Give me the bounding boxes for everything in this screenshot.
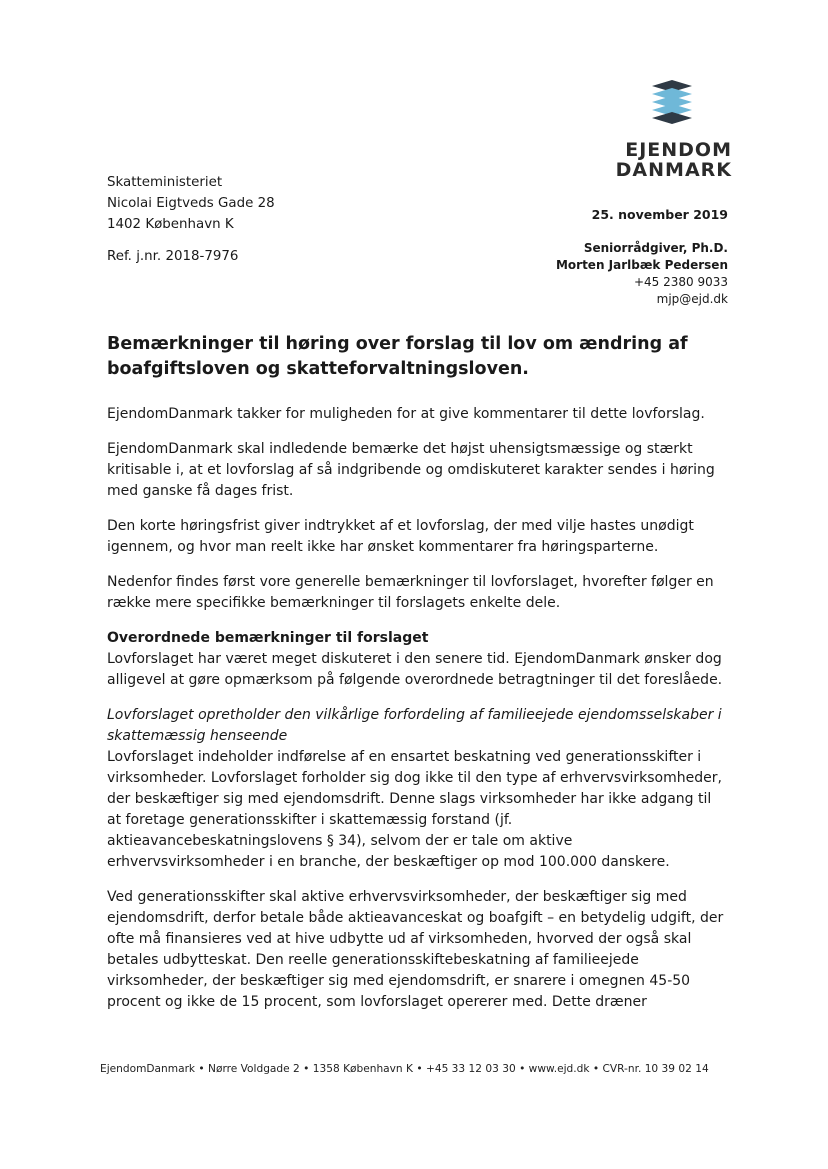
section-heading: Overordnede bemærkninger til forslaget [107,630,429,646]
sender-phone: +45 2380 9033 [633,275,728,289]
paragraph: EjendomDanmark takker for muligheden for at give kommentarer til dette lovforslag. [107,406,705,422]
sender-email: mjp@ejd.dk [656,292,728,306]
page-footer: EjendomDanmark • Nørre Voldgade 2 • 1358 København K • +45 33 12 03 30 • www.ejd.dk • CVR-nr. 10 39 02 14 [100,1063,709,1075]
paragraph: Den korte høringsfrist giver indtrykket af et lovforslag, der med vilje hastes unødigt igennem, og hvor man reelt ikke har ønsket kommentarer fra høringsparterne. [107,518,694,555]
paragraph: EjendomDanmark skal indledende bemærke det højst uhensigtsmæssige og stærkt kritisable i, at et lovforslag af så indgribende og omdiskuteret karakter sendes i høring med ganske få dages frist. [107,441,715,499]
paragraph: Lovforslaget har været meget diskuteret i den senere tid. EjendomDanmark ønsker dog alligevel at gøre opmærksom på følgende overordnede betragtninger til det foreslåede. [107,651,723,688]
paragraph: Nedenfor findes først vore generelle bemærkninger til lovforslaget, hvorefter følger en række mere specifikke bemærkninger til forslagets enkelte dele. [107,574,714,611]
letter-title: Bemærkninger til høring over forslag til lov om ændring af boafgiftsloven og skatteforvaltningsloven. [107,334,688,379]
ejendomdanmark-logo [612,80,732,180]
recipient-street: Nicolai Eigtveds Gade 28 [107,196,275,211]
paragraph: Lovforslaget indeholder indførelse af en ensartet beskatning ved generationsskifter i virksomheder. Lovforslaget forholder sig dog ikke til den type af erhvervsvirksomheder, der beskæftiger sig med ejendomsdrift. Denne slags virksomheder har ikke adgang til at foretage generationsskifter i skattemæssig forstand (jf. aktieavancebeskatningslovens § 34), selvom der er tale om aktive erhvervsvirksomheder i en branche, der beskæftiger op mod 100.000 danskere. [107,749,722,870]
sender-contact [556,240,728,308]
letter-body [107,404,729,1027]
paragraph: Ved generationsskifter skal aktive erhvervsvirksomheder, der beskæftiger sig med ejendomsdrift, derfor betale både aktieavanceskat og boafgift – en betydelig udgift, der ofte må finansieres ved at hive udbytte ud af virksomheden, hvorved der også skal betales udbytteskat. Den reelle generationsskiftebeskatning af familieejede virksomheder, der beskæftiger sig med ejendomsdrift, er snarere i omegnen 45-50 procent og ikke de 15 procent, som lovforslaget opererer med. Dette dræner [107,889,724,1010]
logo-text-line1: EJENDOM [625,139,732,161]
sender-name: Morten Jarlbæk Pedersen [555,258,728,272]
recipient-address [107,172,275,235]
subsection-heading: Lovforslaget opretholder den vilkårlige forfordeling af familieejede ejendomsselskaber i skattemæssig henseende [107,707,722,744]
reference-number: Ref. j.nr. 2018-7976 [107,249,239,264]
sender-title: Seniorrådgiver, Ph.D. [583,241,728,255]
letter-date: 25. november 2019 [591,207,728,222]
recipient-name: Skatteministeriet [107,175,223,190]
logo-text-line2: DANMARK [615,159,732,181]
recipient-city: 1402 København K [107,217,234,232]
logo-stack-icon [648,80,696,124]
